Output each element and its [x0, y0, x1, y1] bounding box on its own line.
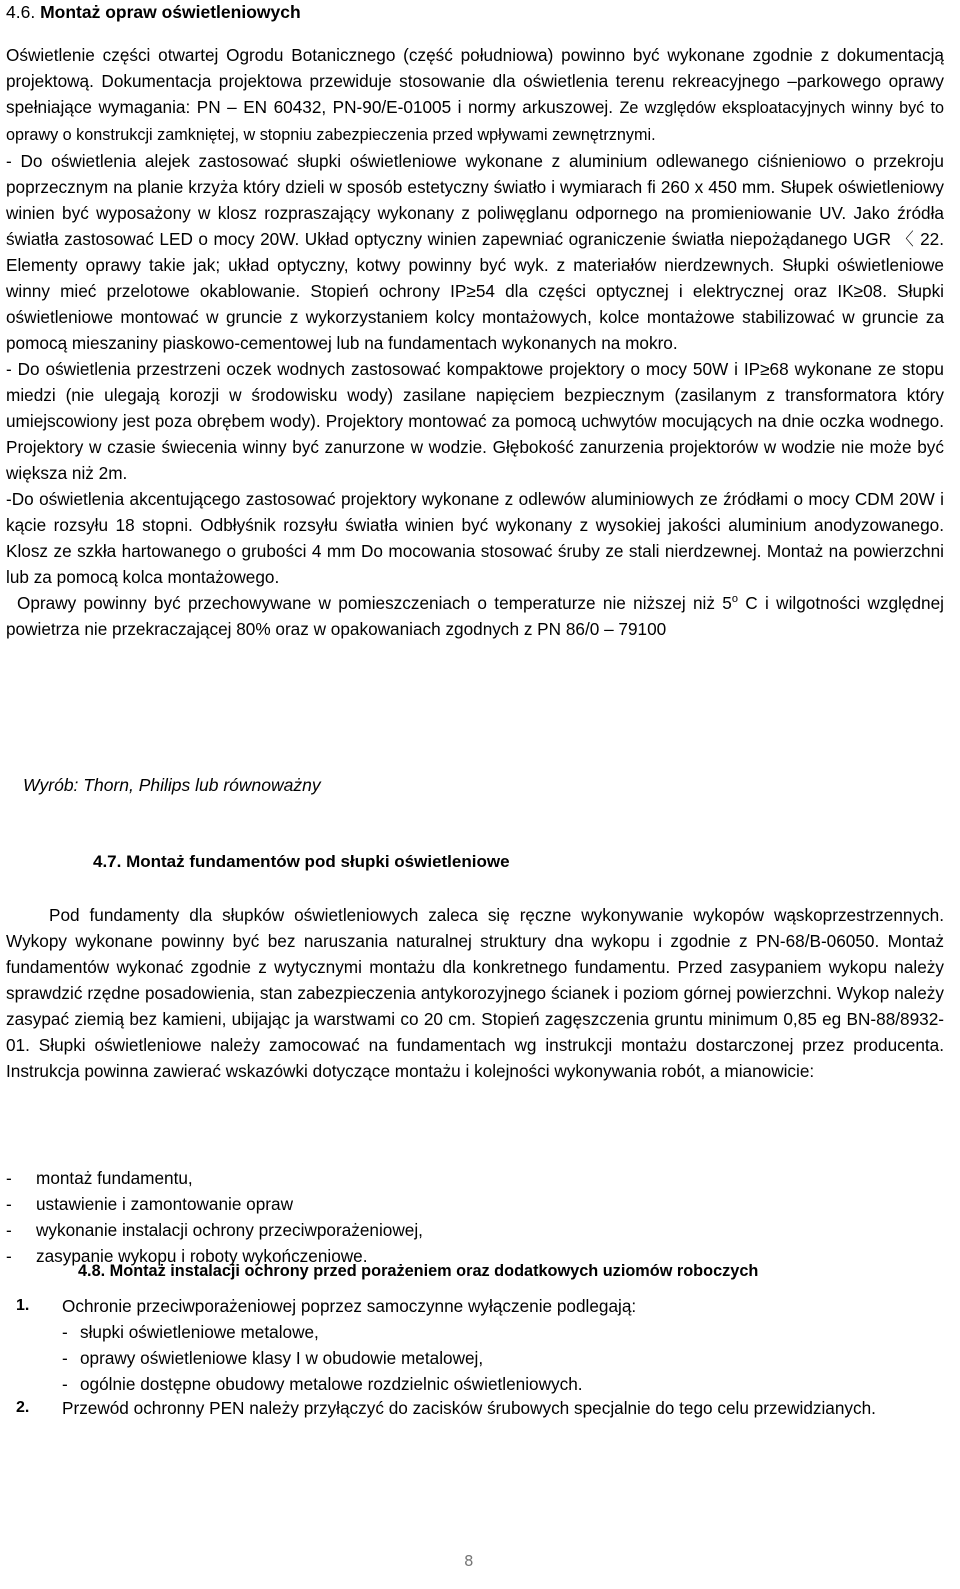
paragraph-intro-text: Oświetlenie części otwartej Ogrodu Botanicznego (część południowa) powinno być wykonane zgodnie z dokumentacją projektową. Dokumentacja projektowa przewiduje stosowanie dla oświetlenia terenu rekreacyjnego –parkowego oprawy spełniające wymagania: PN – EN 60432, PN-90/E-01005 i normy arkuszowej.: [6, 45, 944, 117]
degree-superscript: o: [731, 593, 738, 605]
list-item: [6, 1217, 906, 1243]
paragraph-alejki: - Do oświetlenia alejek zastosować słupki oświetleniowe wykonane z aluminium odlewanego ciśnieniowo o przekroju poprzecznym na planie krzyża który dzieli w sposób estetyczny światło i wymiarach fi 260 x 450 mm. Słupek oświetleniowy winien być wyposażony w klosz rozpraszający wykonany z poliwęglanu odpornego na promieniowanie UV. Jako źródła światła zastosować LED o mocy 20W. Układ optyczny winien zapewniać ograniczenie światła niepożądanego UGR 〈 22. Elementy oprawy takie jak; układ optyczny, kotwy powinny być wyk. z materiałów nierdzewnych. Słupki oświetleniowe winny mieć przelotowe okablowanie. Stopień ochrony IP≥54 dla części optycznej i elektrycznej oraz IK≥08. Słupki oświetleniowe montować w gruncie z wykorzystaniem kolcy montażowych, kolce montażowe stabilizować w gruncie za pomocą mieszaniny piaskowo-cementowej lub na fundamentach wykonanych na mokro.: [6, 151, 944, 353]
page-number: 8: [464, 1552, 474, 1570]
item-number: 2.: [16, 1399, 30, 1416]
list-dash: -: [6, 1194, 12, 1214]
section-heading-4-7: 4.7. Montaż fundamentów pod słupki oświetleniowe: [93, 852, 510, 871]
steps-list: [6, 1165, 906, 1269]
list-item-text: wykonanie instalacji ochrony przeciwporażeniowej,: [36, 1220, 423, 1240]
storage-text-b: C i wilgotności względnej powietrza nie przekraczającej 80% oraz w opakowaniach zgodnych z PN 86/0 – 79100: [6, 593, 944, 639]
list-item: [62, 1345, 942, 1371]
paragraph-oczka-wodne: - Do oświetlenia przestrzeni oczek wodnych zastosować kompaktowe projektory o mocy 50W i IP≥68 wykonane ze stopu miedzi (nie ulegają korozji w środowisku wody) zasilane napięciem bezpiecznym (zasilanym z transformatora który umiejscowiony jest poza obrębem wody). Projektory montować za pomocą uchwytów mocujących na dnie oczka wodnego. Projektory w czasie świecenia winny być zanurzone w wodzie. Głębokość zanurzenia projektorów w wodzie nie może być większa niż 2m.: [6, 359, 944, 483]
list-item-text: oprawy oświetleniowe klasy I w obudowie metalowej,: [80, 1348, 484, 1368]
list-item: [6, 1165, 906, 1191]
paragraph-akcentujace: -Do oświetlenia akcentującego zastosować projektory wykonane z odlewów aluminiowych ze źródłami o mocy CDM 20W i kącie rozsyłu 18 stopni. Odbłyśnik rozsyłu światła winien być wykonany z wysokiej jakości aluminium anodyzowanego. Klosz ze szkła hartowanego o grubości 4 mm Do mocowania stosować śruby ze stali nierdzewnej. Montaż na powierzchni lub za pomocą kolca montażowego.: [6, 489, 944, 587]
product-note: Wyrób: Thorn, Philips lub równoważny: [23, 775, 321, 795]
numbered-item-2: [16, 1395, 944, 1421]
item-number: 1.: [16, 1297, 30, 1314]
list-item-text: zasypanie wykopu i roboty wykończeniowe.: [36, 1246, 368, 1266]
section-4-7-body: [6, 902, 944, 1084]
item-text: Przewód ochronny PEN należy przyłączyć do zacisków śrubowych specjalnie do tego celu przewidzianych.: [62, 1398, 876, 1418]
storage-text-a: Oprawy powinny być przechowywane w pomieszczeniach o temperaturze nie niższej niż 5: [17, 593, 732, 613]
section-heading-4-8: 4.8. Montaż instalacji ochrony przed porażeniem oraz dodatkowych uziomów roboczych: [78, 1262, 759, 1280]
section-number: 4.6.: [6, 2, 36, 22]
list-item-text: ogólnie dostępne obudowy metalowe rozdzielnic oświetleniowych.: [80, 1374, 583, 1394]
list-dash: -: [6, 1220, 12, 1240]
paragraph-fundamenty: Pod fundamenty dla słupków oświetleniowych zaleca się ręczne wykonywanie wykopów wąskoprzestrzennych. Wykopy wykonane powinny być bez naruszania naturalnej struktury dna wykopu i zgodnie z PN-68/B-06050. Montaż fundamentów wykonać zgodnie z wytycznymi montażu dla konkretnego fundamentu. Przed zasypaniem wykopu należy sprawdzić rzędne posadowienia, stan zabezpieczenia antykorozyjnego ścianek i poziom górnej powierzchni. Wykop należy zasypać ziemią bez kamieni, ubijając ja warstwami co 20 cm. Stopień zagęszczenia gruntu minimum 0,85 eg BN-88/8932-01. Słupki oświetleniowe należy zamocować na fundamentach wg instrukcji montażu dostarczonej przez producenta. Instrukcja powinna zawierać wskazówki dotyczące montażu i kolejności wykonywania robót, a mianowicie:: [6, 905, 944, 1081]
list-item-text: ustawienie i zamontowanie opraw: [36, 1194, 293, 1214]
numbered-item-1: [16, 1293, 944, 1319]
list-dash: -: [6, 1168, 12, 1188]
section-4-6-body: [6, 42, 944, 642]
list-item: [6, 1191, 906, 1217]
list-item-text: montaż fundamentu,: [36, 1168, 193, 1188]
list-dash: -: [62, 1322, 68, 1342]
paragraph-przechowywanie: [6, 590, 944, 642]
list-dash: -: [6, 1246, 12, 1266]
list-item: [62, 1319, 942, 1345]
list-dash: -: [62, 1374, 68, 1394]
section-title: Montaż opraw oświetleniowych: [40, 2, 301, 22]
paragraph-intro-text-small: Ze względów eksploatacyjnych winny być to oprawy o konstrukcji zamkniętej, w stopniu zabezpieczenia przed wpływami zewnętrznymi.: [6, 99, 945, 144]
list-item: [62, 1371, 942, 1397]
section-heading-4-6: [6, 0, 301, 24]
sub-list: [62, 1319, 942, 1397]
item-text: Ochronie przeciwporażeniowej poprzez samoczynne wyłączenie podlegają:: [62, 1296, 637, 1316]
paragraph-intro: [6, 42, 944, 148]
list-item-text: słupki oświetleniowe metalowe,: [80, 1322, 319, 1342]
list-dash: -: [62, 1348, 68, 1368]
